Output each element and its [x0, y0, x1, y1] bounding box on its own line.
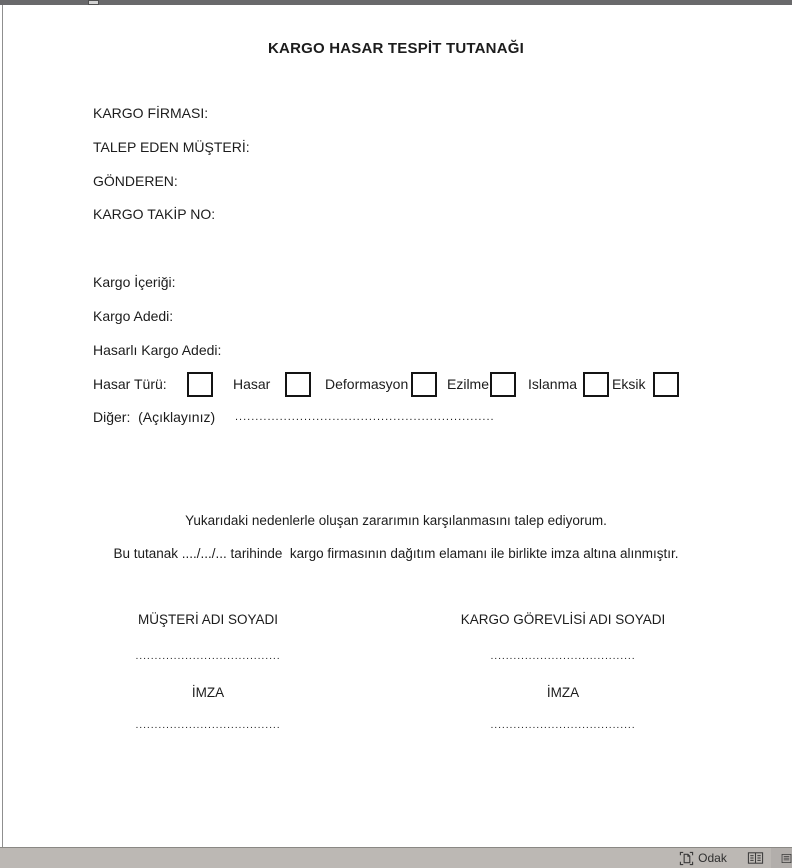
damage-option-label-hasar: Hasar: [233, 376, 271, 392]
request-line: Yukarıdaki nedenlerle oluşan zararımın karşılanmasını talep ediyorum.: [185, 513, 607, 528]
damage-checkbox-1[interactable]: [187, 372, 213, 397]
print-layout-icon: [781, 851, 792, 866]
damage-checkbox-3[interactable]: [411, 372, 437, 397]
field-label-kargo-firmasi: KARGO FİRMASI:: [93, 105, 209, 121]
signature-dotted-line: ......................................: [135, 650, 281, 662]
read-mode-icon: [747, 851, 764, 865]
field-label-kargo-adedi: Kargo Adedi:: [93, 308, 174, 324]
signature-dotted-line: ......................................: [490, 650, 636, 662]
document-title: KARGO HASAR TESPİT TUTANAĞI: [268, 40, 524, 57]
focus-mode-label: Odak: [698, 851, 727, 865]
window-top-bar: [0, 0, 792, 5]
signature-column-customer: [93, 612, 323, 742]
damage-checkbox-5[interactable]: [583, 372, 609, 397]
damage-checkbox-6[interactable]: [653, 372, 679, 397]
signature-dotted-line: ......................................: [135, 719, 281, 731]
focus-mode-button[interactable]: [672, 848, 734, 868]
field-label-talep-eden-musteri: TALEP EDEN MÜŞTERİ:: [93, 139, 250, 155]
damage-checkbox-4[interactable]: [490, 372, 516, 397]
record-line: Bu tutanak ..../.../... tarihinde kargo firmasının dağıtım elamanı ile birlikte imza altına alınmıştır.: [113, 546, 679, 561]
damage-checkbox-2[interactable]: [285, 372, 311, 397]
signature-title-customer: MÜŞTERİ ADI SOYADI: [137, 612, 279, 627]
print-layout-button[interactable]: [771, 848, 792, 868]
read-mode-button[interactable]: [742, 848, 768, 868]
page-left-edge: [2, 5, 3, 847]
damage-option-label-ezilme: Ezilme: [447, 376, 490, 392]
other-label: Diğer: (Açıklayınız): [93, 409, 216, 425]
field-label-kargo-takip-no: KARGO TAKİP NO:: [93, 206, 216, 222]
window-top-tab: [88, 0, 99, 5]
damage-type-label: Hasar Türü:: [93, 376, 167, 392]
status-bar: [0, 847, 792, 868]
damage-option-label-deformasyon: Deformasyon: [325, 376, 409, 392]
signature-imza-label: İMZA: [191, 685, 225, 700]
signature-imza-label: İMZA: [546, 685, 580, 700]
other-dotted-line: ................................................................: [235, 411, 495, 423]
damage-option-label-islanma: Islanma: [528, 376, 578, 392]
field-label-hasarli-kargo-adedi: Hasarlı Kargo Adedi:: [93, 342, 222, 358]
signature-column-courier: [448, 612, 678, 742]
field-label-gonderen: GÖNDEREN:: [93, 173, 178, 189]
damage-option-label-eksik: Eksik: [612, 376, 646, 392]
document-page: [0, 5, 792, 847]
damage-type-row: [93, 372, 703, 399]
focus-icon: [679, 851, 694, 866]
signature-title-courier: KARGO GÖREVLİSİ ADI SOYADI: [460, 612, 666, 627]
signature-dotted-line: ......................................: [490, 719, 636, 731]
field-label-kargo-icerigi: Kargo İçeriği:: [93, 274, 176, 290]
